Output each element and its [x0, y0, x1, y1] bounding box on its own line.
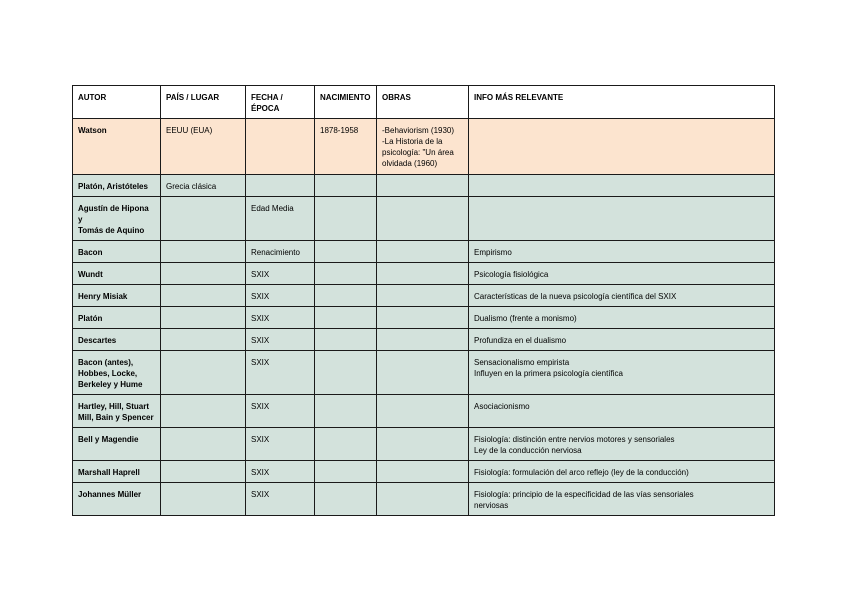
cell-line: Influyen en la primera psicología científica	[474, 369, 623, 378]
table-row	[73, 483, 775, 516]
cell-obras	[377, 263, 469, 285]
authors-table	[72, 85, 775, 516]
cell-fecha: SXIX	[246, 483, 315, 516]
table-row	[73, 285, 775, 307]
cell-autor	[73, 483, 161, 516]
cell-autor	[73, 395, 161, 428]
table-row	[73, 329, 775, 351]
cell-info	[469, 483, 775, 516]
table-body	[73, 119, 775, 516]
cell-line: Dualismo (frente a monismo)	[474, 314, 577, 323]
cell-pais	[161, 285, 246, 307]
cell-obras	[377, 329, 469, 351]
cell-line: Fisiología: distinción entre nervios motores y sensoriales	[474, 435, 675, 444]
cell-line: Características de la nueva psicología científica del SXIX	[474, 292, 677, 301]
cell-info	[469, 461, 775, 483]
cell-fecha: SXIX	[246, 395, 315, 428]
cell-line: Hartley, Hill, Stuart	[78, 402, 149, 411]
table-row	[73, 175, 775, 197]
cell-pais	[161, 241, 246, 263]
cell-line: Sensacionalismo empirista	[474, 358, 570, 367]
cell-line: psicología: "Un área	[382, 148, 454, 157]
table-row	[73, 395, 775, 428]
cell-pais	[161, 263, 246, 285]
cell-nacimiento	[315, 285, 377, 307]
cell-line: Agustín de Hipona y	[78, 204, 149, 224]
cell-obras	[377, 119, 469, 175]
cell-nacimiento	[315, 483, 377, 516]
cell-line: Hobbes, Locke,	[78, 369, 138, 378]
cell-autor	[73, 197, 161, 241]
cell-nacimiento	[315, 175, 377, 197]
cell-fecha: SXIX	[246, 307, 315, 329]
cell-obras	[377, 175, 469, 197]
cell-pais	[161, 483, 246, 516]
cell-autor	[73, 428, 161, 461]
table-header-row	[73, 86, 775, 119]
cell-line: Tomás de Aquino	[78, 226, 145, 235]
cell-fecha	[246, 119, 315, 175]
cell-obras	[377, 307, 469, 329]
cell-line: Mill, Bain y Spencer	[78, 413, 154, 422]
header-nacimiento: NACIMIENTO	[315, 86, 377, 119]
table-row	[73, 307, 775, 329]
cell-line: Johannes Müller	[78, 490, 142, 499]
cell-obras	[377, 285, 469, 307]
cell-line: Henry Misiak	[78, 292, 128, 301]
cell-info	[469, 175, 775, 197]
header-fecha: FECHA / ÉPOCA	[246, 86, 315, 119]
cell-fecha	[246, 175, 315, 197]
cell-pais	[161, 197, 246, 241]
table-row	[73, 428, 775, 461]
cell-obras	[377, 483, 469, 516]
cell-pais	[161, 329, 246, 351]
cell-line: Bell y Magendie	[78, 435, 139, 444]
cell-info	[469, 285, 775, 307]
cell-line: Fisiología: principio de la especificidad de las vías sensoriales	[474, 490, 694, 499]
table-row	[73, 351, 775, 395]
cell-line: Platón, Aristóteles	[78, 182, 148, 191]
cell-obras	[377, 461, 469, 483]
cell-line: -La Historia de la	[382, 137, 443, 146]
cell-nacimiento	[315, 263, 377, 285]
cell-fecha: Renacimiento	[246, 241, 315, 263]
cell-line: Ley de la conducción nerviosa	[474, 446, 582, 455]
cell-info	[469, 197, 775, 241]
cell-line: Descartes	[78, 336, 117, 345]
cell-nacimiento	[315, 329, 377, 351]
cell-fecha: SXIX	[246, 428, 315, 461]
header-obras: OBRAS	[377, 86, 469, 119]
cell-autor	[73, 119, 161, 175]
cell-line: Marshall Haprell	[78, 468, 140, 477]
table-row	[73, 119, 775, 175]
cell-nacimiento	[315, 241, 377, 263]
cell-obras	[377, 428, 469, 461]
table-row	[73, 263, 775, 285]
cell-line: Asociacionismo	[474, 402, 530, 411]
cell-line: Bacon (antes),	[78, 358, 134, 367]
cell-info	[469, 307, 775, 329]
cell-autor	[73, 285, 161, 307]
header-pais: PAÍS / LUGAR	[161, 86, 246, 119]
header-info: INFO MÁS RELEVANTE	[469, 86, 775, 119]
cell-pais: EEUU (EUA)	[161, 119, 246, 175]
cell-info	[469, 241, 775, 263]
table-row	[73, 461, 775, 483]
cell-fecha: Edad Media	[246, 197, 315, 241]
table-row	[73, 197, 775, 241]
cell-line: Wundt	[78, 270, 103, 279]
cell-fecha: SXIX	[246, 461, 315, 483]
cell-pais	[161, 351, 246, 395]
cell-nacimiento	[315, 351, 377, 395]
cell-autor	[73, 241, 161, 263]
cell-info	[469, 351, 775, 395]
cell-autor	[73, 329, 161, 351]
cell-line: Empirismo	[474, 248, 512, 257]
cell-line: -Behaviorism (1930)	[382, 126, 455, 135]
cell-obras	[377, 351, 469, 395]
cell-nacimiento	[315, 395, 377, 428]
cell-autor	[73, 351, 161, 395]
cell-obras	[377, 197, 469, 241]
cell-pais	[161, 461, 246, 483]
cell-fecha: SXIX	[246, 351, 315, 395]
cell-nacimiento: 1878-1958	[315, 119, 377, 175]
cell-line: olvidada (1960)	[382, 159, 438, 168]
cell-autor	[73, 461, 161, 483]
cell-fecha: SXIX	[246, 329, 315, 351]
cell-info	[469, 395, 775, 428]
cell-line: Fisiología: formulación del arco reflejo (ley de la conducción)	[474, 468, 689, 477]
cell-obras	[377, 241, 469, 263]
cell-line: nerviosas	[474, 501, 509, 510]
cell-autor	[73, 307, 161, 329]
cell-info	[469, 119, 775, 175]
cell-pais	[161, 428, 246, 461]
cell-line: Bacon	[78, 248, 103, 257]
cell-line: Profundiza en el dualismo	[474, 336, 567, 345]
cell-obras	[377, 395, 469, 428]
cell-line: Watson	[78, 126, 107, 135]
cell-line: Berkeley y Hume	[78, 380, 143, 389]
cell-line: Psicología fisiológica	[474, 270, 549, 279]
cell-info	[469, 428, 775, 461]
cell-fecha: SXIX	[246, 263, 315, 285]
cell-autor	[73, 175, 161, 197]
cell-autor	[73, 263, 161, 285]
cell-pais: Grecia clásica	[161, 175, 246, 197]
cell-info	[469, 329, 775, 351]
cell-nacimiento	[315, 197, 377, 241]
cell-line: Platón	[78, 314, 103, 323]
cell-nacimiento	[315, 461, 377, 483]
cell-nacimiento	[315, 428, 377, 461]
cell-pais	[161, 395, 246, 428]
cell-info	[469, 263, 775, 285]
cell-fecha: SXIX	[246, 285, 315, 307]
cell-nacimiento	[315, 307, 377, 329]
table-row	[73, 241, 775, 263]
cell-pais	[161, 307, 246, 329]
header-autor: AUTOR	[73, 86, 161, 119]
